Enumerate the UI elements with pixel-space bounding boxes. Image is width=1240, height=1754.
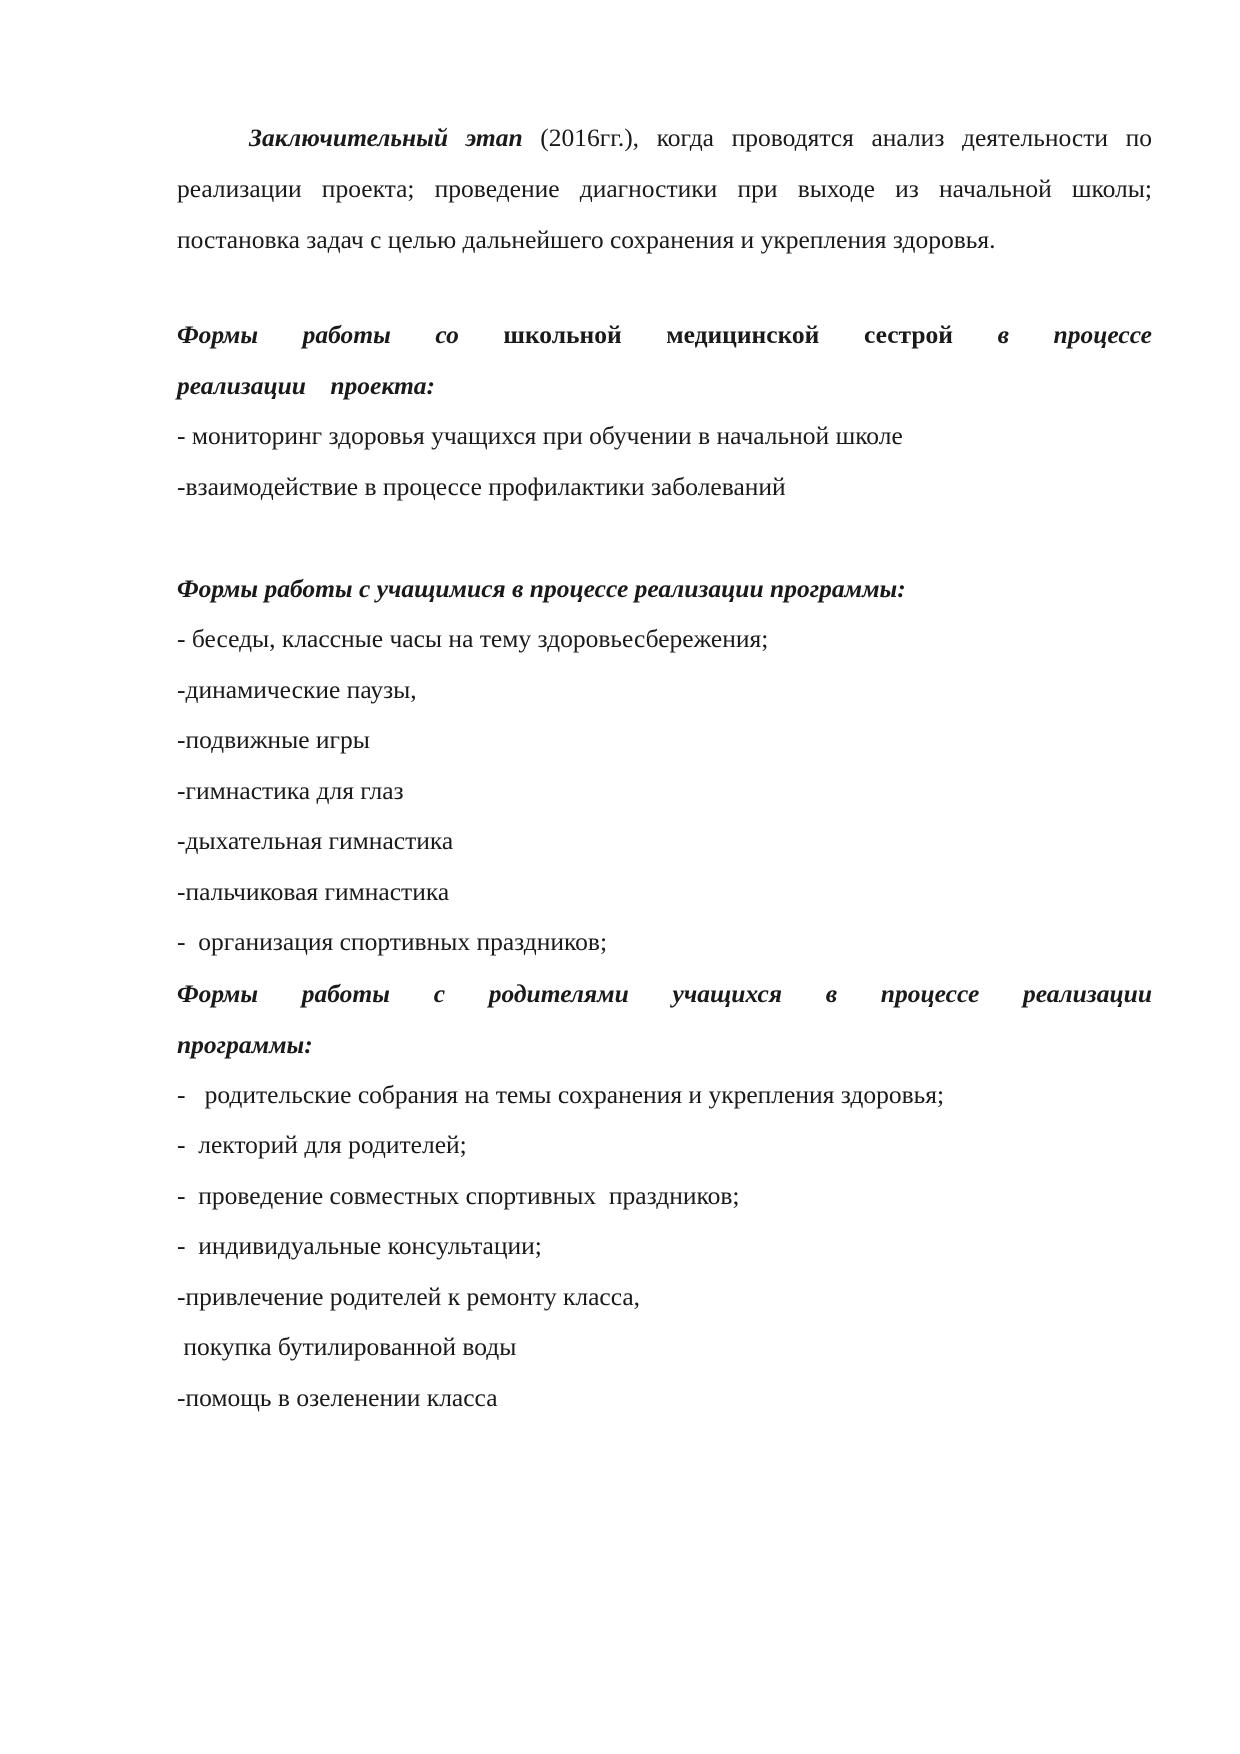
list-item: -пальчиковая гимнастика	[177, 876, 450, 906]
list-item: -взаимодействие в процессе профилактики заболеваний	[177, 471, 786, 501]
parents-section-heading	[177, 968, 1152, 1070]
list-item: -подвижные игры	[177, 725, 370, 754]
spacer	[177, 265, 1152, 309]
list-item: -динамические паузы,	[177, 674, 417, 704]
nurse-section-heading	[177, 309, 1152, 411]
list-item: - проведение совместных спортивных праздников;	[177, 1180, 740, 1210]
list-item: - родительские собрания на темы сохранения и укрепления здоровья;	[177, 1079, 945, 1109]
list-item: -дыхательная гимнастика	[177, 826, 454, 855]
intro-paragraph	[177, 112, 1152, 265]
list-item: -помощь в озеленении класса	[177, 1382, 498, 1412]
list-item: - индивидуальные консультации;	[177, 1231, 542, 1260]
list-item: - организация спортивных праздников;	[177, 927, 608, 956]
nurse-heading-part-a: Формы работы со	[177, 320, 504, 349]
list-item: - мониторинг здоровья учащихся при обучении в начальной школе	[177, 421, 903, 450]
nurse-work-list	[177, 411, 1152, 512]
students-section-heading	[177, 563, 1152, 614]
intro-stage-label: Заключительный этап	[249, 123, 523, 152]
students-work-list	[177, 614, 1152, 968]
intro-text: (2016гг.), когда проводятся анализ деятельности по реализации проекта; проведение диагностики при выходе из начальной школы; постановка задач с целью дальнейшего сохранения и укрепления здоровья.	[177, 123, 1152, 254]
parents-work-list	[177, 1070, 1152, 1424]
students-heading-text: Формы работы с учащимися в процессе реализации программы:	[177, 574, 906, 603]
spacer	[177, 512, 1152, 563]
list-item: -привлечение родителей к ремонту класса,	[177, 1281, 641, 1311]
list-item: - беседы, классные часы на тему здоровьесбережения;	[177, 624, 769, 653]
list-item: - лекторий для родителей;	[177, 1130, 467, 1159]
parents-heading-text: Формы работы с родителями учащихся в процессе реализации программы:	[177, 978, 1152, 1059]
list-item: покупка бутилированной воды	[177, 1332, 517, 1361]
nurse-heading-part-b: школьной медицинской сестрой	[503, 320, 953, 349]
document-page	[177, 112, 1152, 1423]
list-item: -гимнастика для глаз	[177, 775, 404, 805]
nurse-heading-part-c: в процессе реализации проекта:	[177, 320, 1153, 400]
